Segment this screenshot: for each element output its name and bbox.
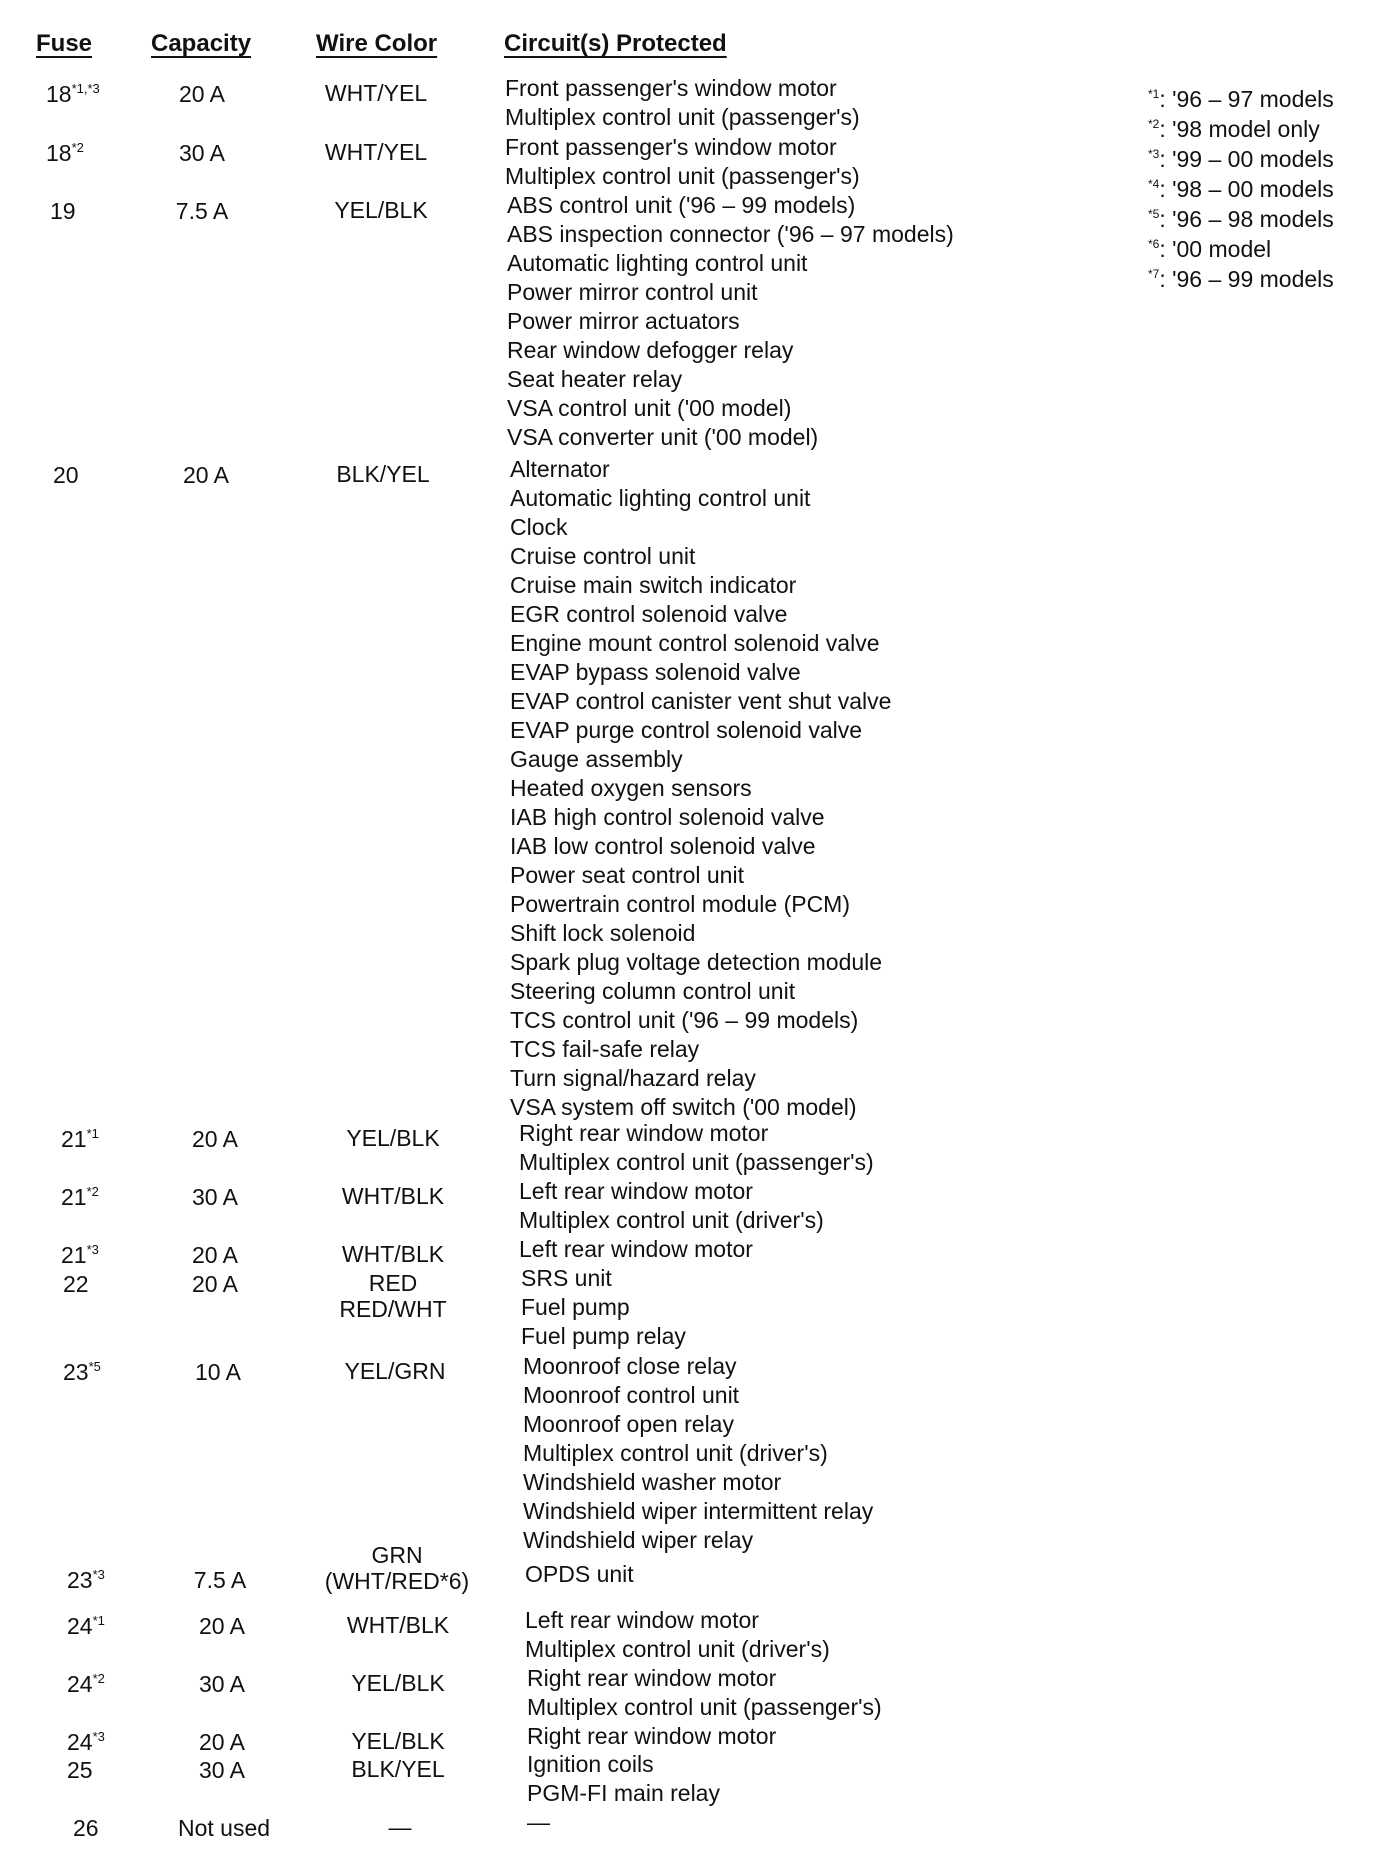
circuit-item: Seat heater relay <box>507 366 683 392</box>
fuse-number-cell <box>67 1612 105 1640</box>
circuits-cell <box>519 1235 753 1264</box>
circuits-cell <box>527 1664 882 1722</box>
fuse-number-cell <box>46 139 84 167</box>
circuit-item: EGR control solenoid valve <box>510 601 788 627</box>
capacity-cell: 7.5 A <box>193 1567 247 1593</box>
circuits-cell <box>527 1808 550 1837</box>
circuit-item: Multiplex control unit (driver's) <box>525 1636 830 1662</box>
circuit-item: Moonroof open relay <box>523 1411 734 1437</box>
fuse-footnote-mark: *2 <box>86 1184 99 1199</box>
fuse-number-cell <box>67 1670 105 1698</box>
circuit-item: Multiplex control unit (passenger's) <box>527 1694 882 1720</box>
fuse-footnote-mark: *1 <box>92 1613 105 1628</box>
fuse-number: 23 <box>67 1567 93 1593</box>
circuit-item: Spark plug voltage detection module <box>510 949 883 975</box>
wire-color-cell <box>313 1756 483 1782</box>
wire-color-value: BLK/YEL <box>351 1756 445 1782</box>
circuit-item: Steering column control unit <box>510 978 796 1004</box>
capacity-cell: 20 A <box>198 1729 246 1755</box>
circuit-item: VSA control unit ('00 model) <box>507 395 792 421</box>
circuit-item: Left rear window motor <box>519 1236 753 1262</box>
circuit-item: Alternator <box>510 456 610 482</box>
wire-color-value: RED/WHT <box>339 1296 447 1322</box>
circuit-item: Windshield washer motor <box>523 1469 782 1495</box>
footnote-item <box>1148 174 1334 204</box>
circuit-item: — <box>527 1809 550 1835</box>
circuit-item: Multiplex control unit (passenger's) <box>505 104 860 130</box>
circuit-item: Moonroof close relay <box>523 1353 737 1379</box>
capacity-cell: 20 A <box>182 462 230 488</box>
wire-color-cell <box>296 197 466 223</box>
circuit-item: TCS control unit ('96 – 99 models) <box>510 1007 859 1033</box>
footnote-mark: *5 <box>1148 207 1160 221</box>
circuit-item: VSA system off switch ('00 model) <box>510 1094 857 1120</box>
circuits-cell <box>510 455 891 1122</box>
circuits-cell <box>505 133 860 191</box>
wire-color-cell <box>313 1728 483 1754</box>
fuse-number: 26 <box>73 1815 99 1841</box>
wire-color-cell <box>315 1814 485 1840</box>
fuse-number: 21 <box>61 1242 87 1268</box>
footnote-text: : '96 – 97 models <box>1159 86 1334 112</box>
footnote-mark: *6 <box>1148 237 1160 251</box>
wire-color-value: — <box>388 1814 412 1840</box>
circuit-item: Fuel pump <box>521 1294 630 1320</box>
circuit-item: Turn signal/hazard relay <box>510 1065 756 1091</box>
circuit-item: TCS fail-safe relay <box>510 1036 700 1062</box>
wire-color-value: WHT/YEL <box>324 139 428 165</box>
wire-color-cell <box>298 461 468 487</box>
fuse-footnote-mark: *2 <box>71 140 84 155</box>
capacity-cell: 20 A <box>178 81 226 107</box>
circuit-item: Multiplex control unit (driver's) <box>519 1207 824 1233</box>
circuit-item: Multiplex control unit (driver's) <box>523 1440 828 1466</box>
fuse-number: 22 <box>63 1271 89 1297</box>
header-fuse: Fuse <box>36 30 93 57</box>
wire-color-value: BLK/YEL <box>336 461 430 487</box>
circuit-item: Power mirror actuators <box>507 308 740 334</box>
circuit-item: Left rear window motor <box>525 1607 759 1633</box>
circuit-item: Front passenger's window motor <box>505 75 837 101</box>
circuit-item: EVAP bypass solenoid valve <box>510 659 801 685</box>
footnote-item <box>1148 114 1334 144</box>
circuit-item: EVAP purge control solenoid valve <box>510 717 863 743</box>
circuit-item: Clock <box>510 514 568 540</box>
wire-color-cell <box>308 1183 478 1209</box>
circuit-item: Gauge assembly <box>510 746 683 772</box>
capacity-cell: 7.5 A <box>175 198 229 224</box>
wire-color-value: (WHT/RED*6) <box>324 1568 470 1594</box>
capacity-cell: 20 A <box>191 1242 239 1268</box>
fuse-number: 25 <box>67 1757 93 1783</box>
circuits-cell <box>507 191 954 452</box>
footnote-text: : '96 – 99 models <box>1159 266 1334 292</box>
circuit-item: PGM-FI main relay <box>527 1780 720 1806</box>
circuits-cell <box>525 1606 830 1664</box>
fuse-footnote-mark: *1 <box>86 1126 99 1141</box>
wire-color-value: WHT/BLK <box>341 1183 445 1209</box>
fuse-footnote-mark: *3 <box>92 1729 105 1744</box>
circuits-cell <box>527 1750 720 1808</box>
circuit-item: Right rear window motor <box>527 1723 777 1749</box>
header-circuits-protected: Circuit(s) Protected <box>504 30 727 57</box>
fuse-number-cell <box>67 1566 105 1594</box>
wire-color-value: YEL/BLK <box>346 1125 440 1151</box>
capacity-cell: 30 A <box>198 1671 246 1697</box>
circuit-item: Engine mount control solenoid valve <box>510 630 880 656</box>
circuit-item: VSA converter unit ('00 model) <box>507 424 819 450</box>
circuit-item: Windshield wiper relay <box>523 1527 754 1553</box>
circuit-item: Ignition coils <box>527 1751 654 1777</box>
fuse-number: 24 <box>67 1613 93 1639</box>
fuse-number-cell <box>61 1183 99 1211</box>
fuse-footnote-mark: *5 <box>88 1359 101 1374</box>
footnote-mark: *7 <box>1148 267 1160 281</box>
fuse-number-cell <box>53 461 79 489</box>
fuse-number: 18 <box>46 81 72 107</box>
fuse-number: 19 <box>50 198 76 224</box>
fuse-number-cell <box>67 1756 93 1784</box>
capacity-cell: 30 A <box>198 1757 246 1783</box>
wire-color-value: GRN <box>371 1542 423 1568</box>
fuse-number: 24 <box>67 1671 93 1697</box>
wire-color-cell <box>308 1241 478 1267</box>
footnote-mark: *1 <box>1148 87 1160 101</box>
wire-color-cell <box>313 1670 483 1696</box>
footnote-mark: *4 <box>1148 177 1160 191</box>
circuit-item: Left rear window motor <box>519 1178 753 1204</box>
fuse-number: 21 <box>61 1184 87 1210</box>
circuit-item: Moonroof control unit <box>523 1382 740 1408</box>
circuit-item: Right rear window motor <box>527 1665 777 1691</box>
footnote-text: : '98 model only <box>1159 116 1320 142</box>
circuit-item: Cruise main switch indicator <box>510 572 797 598</box>
circuit-item: Rear window defogger relay <box>507 337 794 363</box>
circuits-cell <box>525 1560 634 1589</box>
footnote-item <box>1148 144 1334 174</box>
wire-color-value: YEL/BLK <box>334 197 428 223</box>
circuit-item: IAB high control solenoid valve <box>510 804 825 830</box>
footnote-text: : '99 – 00 models <box>1159 146 1334 172</box>
circuits-cell <box>523 1352 873 1555</box>
footnote-text: : '98 – 00 models <box>1159 176 1334 202</box>
fuse-number-cell <box>67 1728 105 1756</box>
capacity-cell: 30 A <box>191 1184 239 1210</box>
capacity-cell: 30 A <box>178 140 226 166</box>
fuse-footnote-mark: *1,*3 <box>71 81 100 96</box>
fuse-number: 21 <box>61 1126 87 1152</box>
circuit-item: EVAP control canister vent shut valve <box>510 688 892 714</box>
circuit-item: Automatic lighting control unit <box>507 250 808 276</box>
wire-color-value: WHT/BLK <box>346 1612 450 1638</box>
circuit-item: OPDS unit <box>525 1561 634 1587</box>
fuse-number-cell <box>61 1241 99 1269</box>
wire-color-cell <box>310 1358 480 1384</box>
circuit-item: ABS control unit ('96 – 99 models) <box>507 192 856 218</box>
circuits-cell <box>527 1722 776 1751</box>
footnote-item <box>1148 264 1334 294</box>
footnote-mark: *3 <box>1148 147 1160 161</box>
wire-color-value: WHT/BLK <box>341 1241 445 1267</box>
fuse-number-cell <box>63 1358 101 1386</box>
circuit-item: Power mirror control unit <box>507 279 758 305</box>
fuse-footnote-mark: *2 <box>92 1671 105 1686</box>
circuit-item: Power seat control unit <box>510 862 744 888</box>
circuit-item: IAB low control solenoid valve <box>510 833 816 859</box>
circuits-cell <box>519 1119 874 1177</box>
header-wire-color: Wire Color <box>316 30 438 57</box>
circuit-item: Right rear window motor <box>519 1120 769 1146</box>
wire-color-value: YEL/GRN <box>344 1358 446 1384</box>
circuit-item: Shift lock solenoid <box>510 920 696 946</box>
wire-color-value: YEL/BLK <box>351 1670 445 1696</box>
capacity-cell: 20 A <box>198 1613 246 1639</box>
circuit-item: Powertrain control module (PCM) <box>510 891 851 917</box>
fuse-number-cell <box>50 197 76 225</box>
footnote-item <box>1148 234 1334 264</box>
fuse-number-cell <box>63 1270 89 1298</box>
footnote-item <box>1148 84 1334 114</box>
circuit-item: ABS inspection connector ('96 – 97 models) <box>507 221 954 247</box>
footnote-text: : '96 – 98 models <box>1159 206 1334 232</box>
fuse-number: 23 <box>63 1359 89 1385</box>
capacity-cell: Not used <box>177 1815 271 1841</box>
footnote-text: : '00 model <box>1159 236 1272 262</box>
fuse-number: 20 <box>53 462 79 488</box>
circuit-item: Windshield wiper intermittent relay <box>523 1498 874 1524</box>
fuse-number-cell <box>61 1125 99 1153</box>
footnote-item <box>1148 204 1334 234</box>
wire-color-value: YEL/BLK <box>351 1728 445 1754</box>
circuit-item: Multiplex control unit (passenger's) <box>505 163 860 189</box>
circuit-item: Heated oxygen sensors <box>510 775 752 801</box>
circuit-item: SRS unit <box>521 1265 612 1291</box>
wire-color-cell <box>308 1270 478 1322</box>
wire-color-cell <box>313 1612 483 1638</box>
capacity-cell: 10 A <box>194 1359 242 1385</box>
wire-color-cell <box>308 1125 478 1151</box>
circuit-item: Fuel pump relay <box>521 1323 686 1349</box>
header-capacity: Capacity <box>151 30 252 57</box>
fuse-number: 24 <box>67 1729 93 1755</box>
circuit-item: Front passenger's window motor <box>505 134 837 160</box>
circuits-cell <box>519 1177 824 1235</box>
circuits-cell <box>505 74 860 132</box>
wire-color-cell <box>291 139 461 165</box>
fuse-number: 18 <box>46 140 72 166</box>
capacity-cell: 20 A <box>191 1271 239 1297</box>
circuit-item: Multiplex control unit (passenger's) <box>519 1149 874 1175</box>
circuit-item: Automatic lighting control unit <box>510 485 811 511</box>
wire-color-cell <box>312 1542 482 1594</box>
fuse-number-cell <box>46 80 100 108</box>
wire-color-cell <box>291 80 461 106</box>
circuit-item: Cruise control unit <box>510 543 696 569</box>
footnote-mark: *2 <box>1148 117 1160 131</box>
fuse-number-cell <box>73 1814 99 1842</box>
fuse-footnote-mark: *3 <box>92 1567 105 1582</box>
capacity-cell: 20 A <box>191 1126 239 1152</box>
wire-color-value: WHT/YEL <box>324 80 428 106</box>
wire-color-value: RED <box>368 1270 418 1296</box>
footnotes <box>1148 84 1334 294</box>
circuits-cell <box>521 1264 686 1351</box>
fuse-footnote-mark: *3 <box>86 1242 99 1257</box>
